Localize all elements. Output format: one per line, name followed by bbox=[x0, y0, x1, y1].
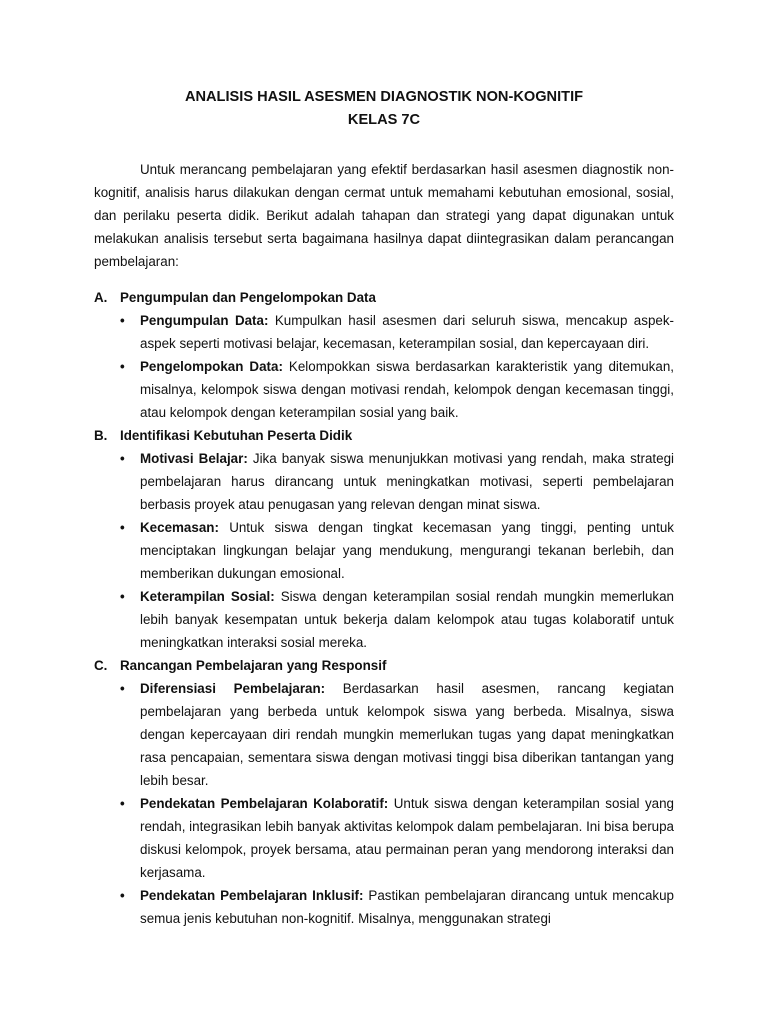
list-item-text bbox=[140, 309, 674, 355]
section-heading bbox=[94, 654, 674, 677]
list-item-description: Jika banyak siswa menunjukkan motivasi yang rendah, maka strategi pembelajaran harus dirancang untuk meningkatkan motivasi, seperti pembelajaran berbasis proyek atau penugasan yang relevan dengan minat siswa. bbox=[140, 451, 674, 513]
list-item-description: Untuk siswa dengan keterampilan sosial yang rendah, integrasikan lebih banyak aktivitas kelompok dalam pembelajaran. Ini bisa berupa diskusi kelompok, proyek bersama, atau permainan peran yang mendorong interaksi dan kerjasama. bbox=[140, 796, 674, 881]
list-item-description: Berdasarkan hasil asesmen, rancang kegiatan pembelajaran yang berbeda untuk kelompok siswa yang berbeda. Misalnya, siswa dengan kepercayaan diri rendah mungkin memerlukan tugas yang dapat meningkatkan rasa pencapaian, sementara siswa dengan motivasi tinggi bisa diberikan tantangan yang lebih besar. bbox=[140, 681, 675, 789]
list-item bbox=[94, 355, 674, 424]
list-item-text bbox=[140, 516, 674, 585]
section-heading bbox=[94, 424, 674, 447]
bullet-list bbox=[94, 677, 674, 930]
section-title: Rancangan Pembelajaran yang Responsif bbox=[120, 658, 387, 674]
document-title-line2: KELAS 7C bbox=[347, 112, 421, 128]
section-title: Pengumpulan dan Pengelompokan Data bbox=[120, 290, 376, 306]
list-item-text bbox=[140, 585, 674, 654]
list-item bbox=[94, 585, 674, 654]
list-item bbox=[94, 516, 674, 585]
list-item-description: Siswa dengan keterampilan sosial rendah mungkin memerlukan lebih banyak kesempatan untuk bekerja dalam kelompok atau tugas kolaboratif untuk meningkatkan interaksi sosial mereka. bbox=[140, 589, 675, 651]
list-item-description: Kumpulkan hasil asesmen dari seluruh siswa, mencakup aspek-aspek seperti motivasi belajar, kecemasan, keterampilan sosial, dan kepercayaan diri. bbox=[140, 313, 675, 352]
list-item-term: Pengumpulan Data: bbox=[140, 313, 269, 329]
list-item-text bbox=[140, 355, 674, 424]
list-item-term: Pengelompokan Data: bbox=[140, 359, 283, 375]
list-item-text bbox=[140, 792, 674, 884]
section-heading bbox=[94, 286, 674, 309]
bullet-list bbox=[94, 447, 674, 654]
section-letter: A. bbox=[94, 290, 108, 306]
list-item-text bbox=[140, 447, 674, 516]
list-item bbox=[94, 309, 674, 355]
list-item-text bbox=[140, 677, 674, 792]
section-letter: B. bbox=[94, 428, 108, 444]
bullet-icon: • bbox=[120, 888, 125, 904]
bullet-icon: • bbox=[120, 681, 125, 697]
list-item-term: Motivasi Belajar: bbox=[140, 451, 248, 467]
section-c bbox=[94, 654, 674, 930]
list-item-term: Pendekatan Pembelajaran Inklusif: bbox=[140, 888, 364, 904]
list-item bbox=[94, 677, 674, 792]
list-item-description: Untuk siswa dengan tingkat kecemasan yang tinggi, penting untuk menciptakan lingkungan belajar yang mendukung, mengurangi tekanan berlebih, dan memberikan dukungan emosional. bbox=[140, 520, 674, 582]
list-item-term: Pendekatan Pembelajaran Kolaboratif: bbox=[140, 796, 389, 812]
section-a bbox=[94, 286, 674, 424]
intro-paragraph: Untuk merancang pembelajaran yang efektif berdasarkan hasil asesmen diagnostik non-kognitif, analisis harus dilakukan dengan cermat untuk memahami kebutuhan emosional, sosial, dan perilaku peserta didik. Berikut adalah tahapan dan strategi yang dapat digunakan untuk melakukan analisis tersebut serta bagaimana hasilnya dapat diintegrasikan dalam perancangan pembelajaran: bbox=[94, 162, 674, 269]
list-item bbox=[94, 792, 674, 884]
section-b bbox=[94, 424, 674, 654]
bullet-icon: • bbox=[120, 313, 125, 329]
document-page bbox=[94, 86, 674, 930]
list-item-term: Keterampilan Sosial: bbox=[140, 589, 275, 605]
bullet-icon: • bbox=[120, 520, 125, 536]
bullet-list bbox=[94, 309, 674, 424]
list-item-description: Pastikan pembelajaran dirancang untuk mencakup semua jenis kebutuhan non-kognitif. Misalnya, menggunakan strategi bbox=[140, 888, 674, 927]
section-title: Identifikasi Kebutuhan Peserta Didik bbox=[120, 428, 353, 444]
list-item-term: Kecemasan: bbox=[140, 520, 219, 536]
list-item bbox=[94, 447, 674, 516]
list-item-description: Kelompokkan siswa berdasarkan karakteristik yang ditemukan, misalnya, kelompok siswa dengan motivasi rendah, kelompok dengan kecemasan tinggi, atau kelompok dengan keterampilan sosial yang baik. bbox=[140, 359, 674, 421]
bullet-icon: • bbox=[120, 589, 125, 605]
sections-container bbox=[94, 286, 674, 930]
bullet-icon: • bbox=[120, 796, 125, 812]
list-item-term: Diferensiasi Pembelajaran: bbox=[140, 681, 326, 697]
section-letter: C. bbox=[94, 658, 108, 674]
list-item-text bbox=[140, 884, 674, 930]
list-item bbox=[94, 884, 674, 930]
bullet-icon: • bbox=[120, 359, 125, 375]
bullet-icon: • bbox=[120, 451, 125, 467]
document-title-line1: ANALISIS HASIL ASESMEN DIAGNOSTIK NON-KOGNITIF bbox=[184, 89, 584, 105]
